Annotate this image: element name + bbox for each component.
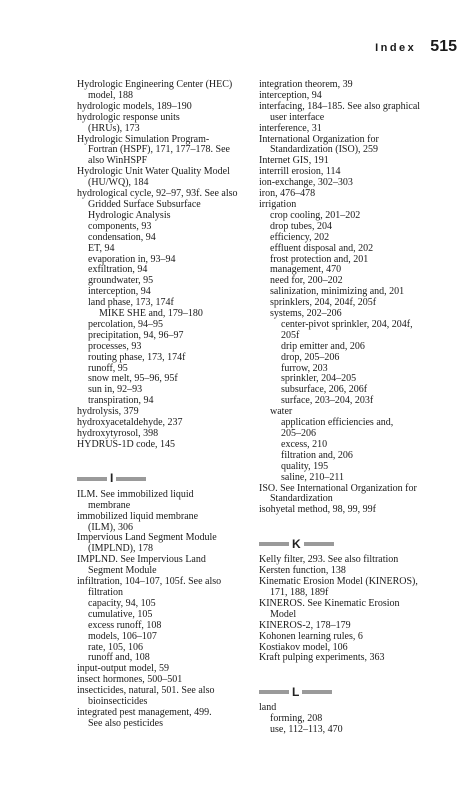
index-entry: Impervious Land Segment Module — [77, 532, 217, 544]
index-subentry: crop cooling, 201–202 — [270, 209, 361, 221]
index-subentry: application efficiencies and, — [281, 417, 394, 429]
page-number: 515 — [430, 38, 457, 55]
index-entry: Hydrologic Unit Water Quality Model — [77, 166, 230, 178]
index-entry: immobilized liquid membrane — [77, 510, 199, 522]
index-subentry: evaporation in, 93–94 — [88, 253, 176, 265]
index-subentry: Hydrologic Analysis — [88, 209, 171, 221]
index-subentry: rate, 105, 106 — [88, 641, 143, 653]
heading-rule — [302, 690, 332, 694]
index-subentry: MIKE SHE and, 179–180 — [99, 308, 203, 320]
index-subentry: ET, 94 — [88, 242, 115, 254]
letter-heading — [77, 471, 249, 487]
index-subentry: use, 112–113, 470 — [270, 724, 343, 736]
index-subentry: Standardization — [270, 493, 333, 505]
index-entry: interception, 94 — [259, 89, 322, 101]
index-subentry: 171, 188, 189f — [270, 586, 329, 598]
index-subentry: filtration and, 206 — [281, 449, 353, 461]
heading-letter: I — [110, 471, 114, 486]
index-subentry: filtration — [88, 586, 123, 598]
index-subentry: excess, 210 — [281, 438, 328, 450]
index-subentry: also WinHSPF — [88, 155, 148, 167]
index-entry: Kohonen learning rules, 6 — [259, 630, 363, 642]
index-subentry: forming, 208 — [270, 713, 323, 725]
index-subentry: sun in, 92–93 — [88, 384, 143, 396]
index-entry: insect hormones, 500–501 — [77, 674, 183, 686]
index-subentry: capacity, 94, 105 — [88, 597, 156, 609]
index-entry: Kersten function, 138 — [259, 565, 346, 577]
index-subentry: management, 470 — [270, 264, 342, 276]
index-subentry: precipitation, 94, 96–97 — [88, 329, 184, 341]
section-spacer — [259, 516, 459, 534]
index-subentry: excess runoff, 108 — [88, 619, 162, 631]
index-entry: Kraft pulping experiments, 363 — [259, 652, 385, 664]
index-entry: integration theorem, 39 — [259, 79, 353, 90]
index-entry: Internet GIS, 191 — [259, 155, 329, 167]
index-subentry: 205f — [281, 329, 300, 341]
index-subentry: condensation, 94 — [88, 231, 156, 243]
running-header — [375, 38, 457, 56]
index-subentry: furrow, 203 — [281, 362, 328, 374]
index-subentry: drop, 205–206 — [281, 351, 340, 363]
index-entry: Kostiakov model, 106 — [259, 641, 348, 653]
index-subentry: processes, 93 — [88, 340, 142, 352]
index-entry: hydroxytyrosol, 398 — [77, 428, 159, 439]
index-subentry: groundwater, 95 — [88, 275, 154, 287]
index-subentry: salinization, minimizing and, 201 — [270, 286, 405, 298]
index-subentry: (IMPLND), 178 — [88, 543, 153, 555]
index-subentry: models, 106–107 — [88, 630, 157, 642]
index-entry: isohyetal method, 98, 99, 99f — [259, 504, 376, 516]
index-subentry: water — [270, 406, 293, 418]
index-subentry: 205–206 — [281, 428, 316, 439]
index-entry: interfacing, 184–185. See also graphical — [259, 100, 421, 112]
index-subentry: Segment Module — [88, 565, 157, 577]
heading-letter: K — [292, 536, 301, 551]
index-subentry: drop tubes, 204 — [270, 220, 332, 232]
index-subentry: Gridded Surface Subsurface — [88, 198, 201, 210]
heading-rule — [116, 477, 146, 481]
index-subentry: routing phase, 173, 174f — [88, 351, 186, 363]
section-title: Index — [375, 42, 417, 54]
index-entry: Kinematic Erosion Model (KINEROS), — [259, 576, 418, 588]
index-subentry: bioinsecticides — [88, 696, 148, 708]
index-entry: interrill erosion, 114 — [259, 166, 341, 178]
index-entry: Hydrologic Engineering Center (HEC) — [77, 79, 233, 90]
index-entry: insecticides, natural, 501. See also — [77, 685, 215, 697]
index-entry: International Organization for — [259, 133, 379, 145]
index-entry: KINEROS-2, 178–179 — [259, 619, 351, 631]
index-entry: Hydrologic Simulation Program- — [77, 133, 210, 145]
heading-rule — [304, 542, 334, 546]
index-entry: interference, 31 — [259, 122, 322, 134]
index-subentry: effluent disposal and, 202 — [270, 242, 374, 254]
index-subentry: (ILM), 306 — [88, 521, 133, 533]
index-subentry: sprinkler, 204–205 — [281, 373, 357, 385]
index-entry: ion-exchange, 302–303 — [259, 177, 353, 189]
index-subentry: percolation, 94–95 — [88, 318, 163, 330]
index-subentry: sprinklers, 204, 204f, 205f — [270, 297, 377, 309]
index-subentry: user interface — [270, 111, 325, 123]
index-entry: iron, 476–478 — [259, 188, 316, 200]
index-entry: IMPLND. See Impervious Land — [77, 554, 206, 566]
index-subentry: components, 93 — [88, 220, 152, 232]
heading-rule — [259, 690, 289, 694]
index-subentry: surface, 203–204, 203f — [281, 395, 374, 407]
index-entry: hydroxyacetaldehyde, 237 — [77, 417, 183, 429]
index-subentry: systems, 202–206 — [270, 308, 342, 320]
index-entry: hydrolysis, 379 — [77, 406, 139, 418]
index-subentry: Fortran (HSPF), 171, 177–178. See — [88, 144, 230, 156]
index-subentry: interception, 94 — [88, 286, 151, 298]
letter-heading — [259, 684, 459, 700]
heading-letter: L — [292, 684, 300, 699]
index-subentry: snow melt, 95–96, 95f — [88, 373, 178, 385]
index-entry: KINEROS. See Kinematic Erosion — [259, 597, 400, 609]
index-entry: ISO. See International Organization for — [259, 482, 417, 494]
index-subentry: runoff, 95 — [88, 362, 128, 374]
section-spacer — [259, 664, 459, 682]
index-column-left — [77, 80, 249, 730]
index-subentry: saline, 210–211 — [281, 471, 344, 483]
index-entry: ILM. See immobilized liquid — [77, 488, 194, 500]
index-subentry: membrane — [88, 499, 131, 511]
index-entry: hydrological cycle, 92–97, 93f. See also — [77, 188, 238, 200]
index-entry: land — [259, 702, 277, 714]
index-subentry: Model — [270, 608, 297, 620]
index-entry: irrigation — [259, 198, 297, 210]
heading-rule — [259, 542, 289, 546]
letter-heading — [259, 536, 459, 552]
index-subentry: See also pesticides — [88, 717, 163, 729]
index-subentry: runoff and, 108 — [88, 652, 150, 664]
index-subentry: center-pivot sprinkler, 204, 204f, — [281, 318, 413, 330]
index-entry: hydrologic models, 189–190 — [77, 100, 192, 112]
index-column-right — [259, 80, 459, 736]
index-subentry: cumulative, 105 — [88, 608, 153, 620]
index-subentry: frost protection and, 201 — [270, 253, 369, 265]
index-subentry: drip emitter and, 206 — [281, 340, 365, 352]
index-subentry: quality, 195 — [281, 460, 329, 472]
index-entry: input-output model, 59 — [77, 663, 169, 675]
index-entry: hydrologic response units — [77, 111, 180, 123]
index-entry: infiltration, 104–107, 105f. See also — [77, 576, 222, 588]
section-spacer — [77, 451, 249, 469]
index-subentry: (HU/WQ), 184 — [88, 177, 149, 189]
index-entry: HYDRUS-1D code, 145 — [77, 438, 176, 450]
index-subentry: transpiration, 94 — [88, 395, 154, 407]
index-subentry: Standardization (ISO), 259 — [270, 144, 379, 156]
index-entry: Kelly filter, 293. See also filtration — [259, 554, 399, 566]
index-entry: integrated pest management, 499. — [77, 706, 212, 718]
index-subentry: need for, 200–202 — [270, 275, 343, 287]
heading-rule — [77, 477, 107, 481]
index-subentry: model, 188 — [88, 89, 133, 101]
index-subentry: efficiency, 202 — [270, 231, 330, 243]
index-subentry: exfiltration, 94 — [88, 264, 148, 276]
index-subentry: land phase, 173, 174f — [88, 297, 174, 309]
index-subentry: subsurface, 206, 206f — [281, 384, 368, 396]
index-subentry: (HRUs), 173 — [88, 122, 140, 134]
